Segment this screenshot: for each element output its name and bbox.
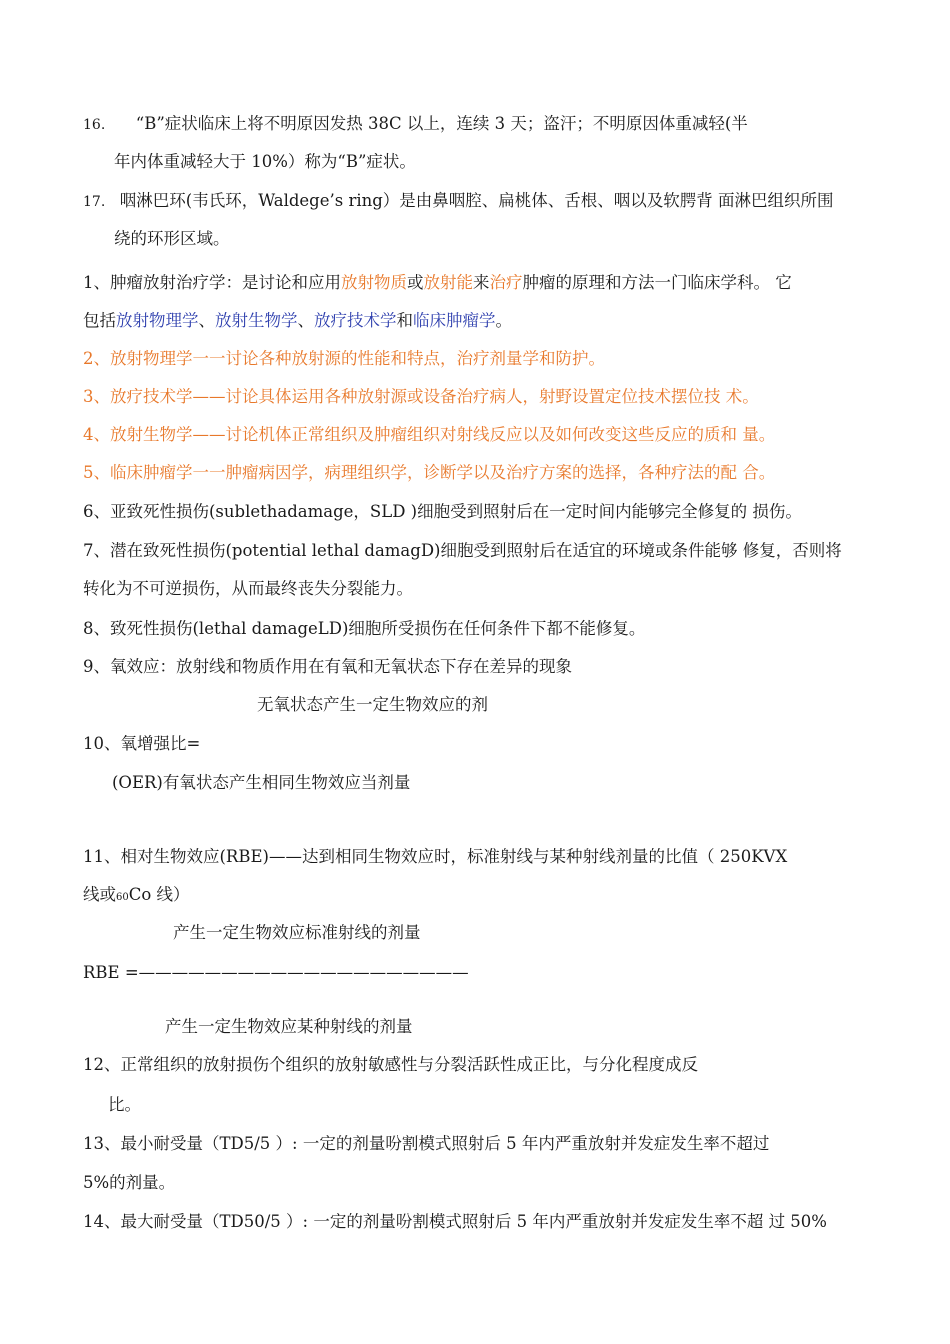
item-1-sep-2: 、: [297, 311, 314, 330]
item-12-line-2: 比。: [108, 1095, 141, 1114]
item-1-text-d: 肿瘤的原理和方法一门临床学科。 它: [522, 273, 792, 292]
item-17-line-2: 绕的环形区域。: [114, 229, 230, 248]
item-17-line-1: [83, 190, 834, 213]
item-7-line-2: 转化为不可逆损伤，从而最终丧失分裂能力。: [83, 579, 413, 598]
oer-numerator: 无氧状态产生一定生物效应的剂: [257, 695, 488, 714]
item-1-sep-3: 和: [396, 311, 413, 330]
item-1-text-b: 或: [407, 273, 424, 292]
isotope-mass-number: 60: [116, 892, 129, 903]
item-16-line-2: 年内体重减轻大于 10%）称为“B”症状。: [114, 152, 416, 171]
item-7-line-1: 7、潜在致死性损伤(potential lethal damagD)细胞受到照射后在适宜的环境或条件能够 修复，否则将: [83, 541, 842, 560]
item-9: 9、氧效应：放射线和物质作用在有氧和无氧状态下存在差异的现象: [83, 657, 572, 676]
item-1-sep-4: 。: [495, 311, 512, 330]
rbe-label: RBE =————————————————————: [83, 963, 469, 982]
rbe-denominator: 产生一定生物效应某种射线的剂量: [165, 1017, 413, 1036]
rbe-numerator: 产生一定生物效应标准射线的剂量: [173, 923, 421, 942]
keyword-radiation-energy: 放射能: [423, 273, 473, 292]
item-13-line-2: 5%的剂量。: [83, 1173, 176, 1192]
item-1-text-e: 包括: [83, 311, 116, 330]
item-11-line-2: [83, 884, 190, 909]
item-12-line-1: 12、正常组织的放射损伤个组织的放射敏感性与分裂活跃性成正比，与分化程度成反: [83, 1055, 698, 1074]
item-5: 5、临床肿瘤学一一肿瘤病因学，病理组织学，诊断学以及治疗方案的选择，各种疗法的配 合。: [83, 463, 776, 482]
item-14-line-1: 14、最大耐受量（TD50/5 ）: 一定的剂量吩割模式照射后 5 年内严重放射并发症发生率不超 过 50%: [83, 1212, 827, 1231]
item-17-text: 咽淋巴环(韦氏环，Waldege’s ring）是由鼻咽腔、扁桃体、舌根、咽以及软腭背 面淋巴组织所围: [119, 191, 834, 210]
item-6: 6、亚致死性损伤(sublethadamage，SLD )细胞受到照射后在一定时间内能够完全修复的 损伤。: [83, 502, 802, 521]
item-1-text-c: 来: [473, 273, 490, 292]
keyword-radioactive-material: 放射物质: [341, 273, 407, 292]
keyword-radiotherapy-technique: 放疗技术学: [314, 311, 397, 330]
keyword-radiobiology: 放射生物学: [215, 311, 298, 330]
item-2: 2、放射物理学一一讨论各种放射源的性能和特点，治疗剂量学和防护。: [83, 349, 605, 368]
item-11-text-b: Co 线）: [128, 885, 190, 904]
oer-label: 10、氧增强比=: [83, 734, 201, 753]
item-1-line-2: [83, 310, 512, 332]
item-16-line-1: [83, 113, 748, 136]
item-4: 4、放射生物学——讨论机体正常组织及肿瘤组织对射线反应以及如何改变这些反应的质和 量。: [83, 425, 776, 444]
keyword-clinical-oncology: 临床肿瘤学: [413, 311, 496, 330]
item-1-line-1: [83, 272, 792, 294]
item-8: 8、致死性损伤(lethal damageLD)细胞所受损伤在任何条件下都不能修复。: [83, 619, 646, 638]
item-1-text-a: 1、肿瘤放射治疗学：是讨论和应用: [83, 273, 341, 292]
item-11-text-a: 线或: [83, 885, 116, 904]
item-1-sep-1: 、: [198, 311, 215, 330]
item-11-line-1: 11、相对生物效应(RBE)——达到相同生物效应时，标准射线与某种射线剂量的比值（ 250KVX: [83, 847, 788, 866]
oer-denominator: (OER)有氧状态产生相同生物效应当剂量: [112, 773, 411, 792]
item-3: 3、放疗技术学——讨论具体运用各种放射源或设备治疗病人，射野设置定位技术摆位技 术。: [83, 387, 759, 406]
item-17-number: 17.: [83, 194, 106, 210]
item-16-text: “B”症状临床上将不明原因发热 38C 以上，连续 3 天；盗汗；不明原因体重减轻(半: [135, 114, 748, 133]
item-16-number: 16.: [83, 117, 106, 133]
item-13-line-1: 13、最小耐受量（TD5/5 ）: 一定的剂量吩割模式照射后 5 年内严重放射并发症发生率不超过: [83, 1134, 770, 1153]
keyword-radiation-physics: 放射物理学: [116, 311, 199, 330]
keyword-treatment: 治疗: [489, 273, 523, 292]
